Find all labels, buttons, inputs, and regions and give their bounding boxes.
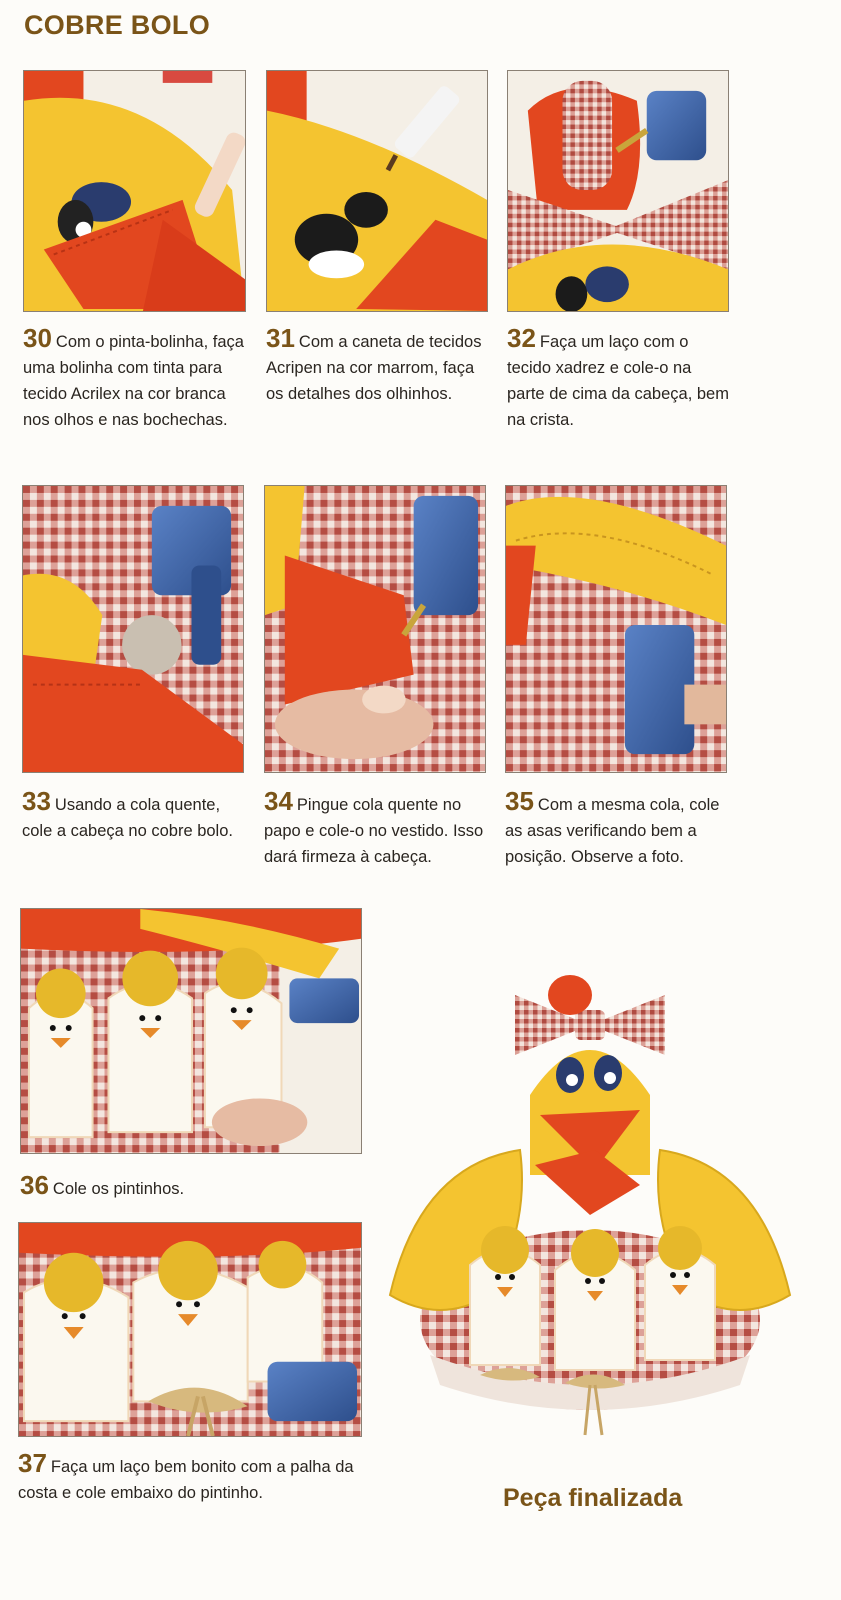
- step-number: 36: [20, 1170, 49, 1200]
- step-text: Faça um laço bem bonito com a palha da costa e cole embaixo do pintinho.: [18, 1458, 354, 1502]
- photo-step-30: [23, 70, 246, 312]
- finished-piece-photo: [380, 965, 800, 1465]
- step-30: [23, 325, 251, 433]
- photo-step-35: [505, 485, 727, 773]
- final-piece-label: Peça finalizada: [503, 1484, 683, 1512]
- step-text: Cole os pintinhos.: [52, 1180, 185, 1198]
- photo-step-36: [20, 908, 362, 1154]
- step-37: [18, 1450, 368, 1506]
- step-number: 33: [22, 786, 51, 816]
- step-text: Com a caneta de tecidos Acripen na cor marrom, faça os detalhes dos olhinhos.: [266, 333, 482, 403]
- step-number: 32: [507, 323, 536, 353]
- photo-step-34: [264, 485, 486, 773]
- step-35: [505, 788, 727, 870]
- photo-step-31: [266, 70, 488, 312]
- step-text: Com o pinta-bolinha, faça uma bolinha com tinta para tecido Acrilex na cor branca nos olhos e nas bochechas.: [23, 333, 244, 429]
- step-number: 35: [505, 786, 534, 816]
- step-number: 37: [18, 1448, 47, 1478]
- step-number: 31: [266, 323, 295, 353]
- photo-step-32: [507, 70, 729, 312]
- step-32: [507, 325, 729, 433]
- step-text: Pingue cola quente no papo e cole-o no vestido. Isso dará firmeza à cabeça.: [264, 796, 484, 866]
- step-31: [266, 325, 488, 407]
- step-36: [20, 1172, 360, 1202]
- step-33: [22, 788, 250, 844]
- step-34: [264, 788, 492, 870]
- page-title: COBRE BOLO: [24, 10, 211, 40]
- photo-step-37: [18, 1222, 362, 1437]
- step-number: 30: [23, 323, 52, 353]
- photo-step-33: [22, 485, 244, 773]
- step-text: Usando a cola quente, cole a cabeça no cobre bolo.: [22, 796, 233, 840]
- step-number: 34: [264, 786, 293, 816]
- step-text: Faça um laço com o tecido xadrez e cole-o na parte de cima da cabeça, bem na crista.: [507, 333, 729, 429]
- step-text: Com a mesma cola, cole as asas verificando bem a posição. Observe a foto.: [505, 796, 720, 866]
